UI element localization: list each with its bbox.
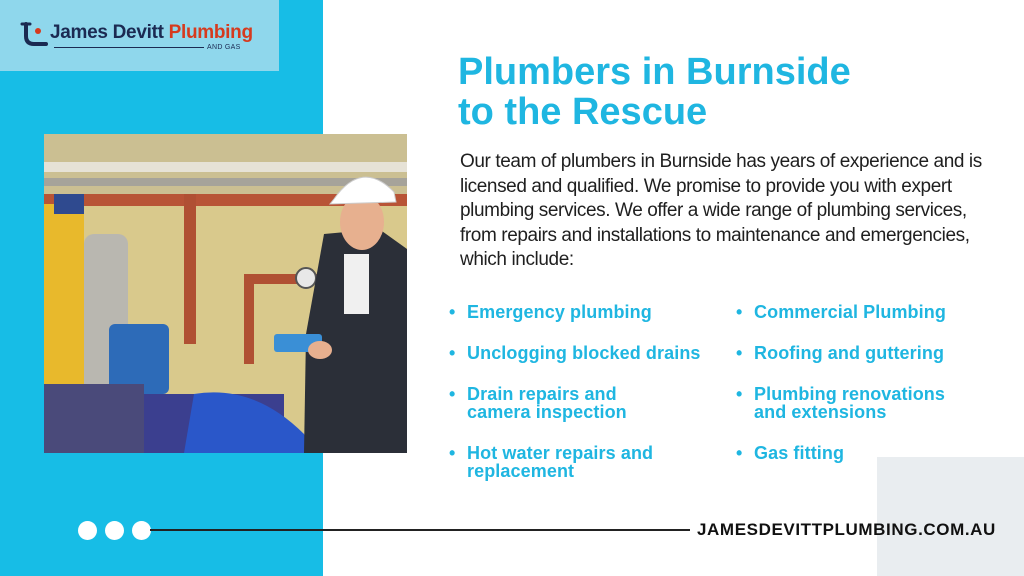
- service-item: [449, 303, 652, 321]
- intro-paragraph: Our team of plumbers in Burnside has years of experience and is licensed and qualified. We promise to provide you with expert plumbing services. We offer a wide range of plumbing services, from repairs and installations to maintenance and emergencies, which include:: [460, 151, 982, 270]
- service-item: [449, 344, 701, 362]
- service-line-1: Commercial Plumbing: [754, 302, 946, 322]
- service-item: [449, 385, 627, 421]
- slide-dots: [78, 521, 159, 540]
- dot-icon: [78, 521, 97, 540]
- service-label: [754, 344, 944, 362]
- bullet-icon: •: [736, 302, 743, 322]
- service-line-2: camera inspection: [467, 402, 627, 422]
- title-line-2: to the Rescue: [458, 91, 708, 133]
- bullet-icon: •: [449, 443, 456, 463]
- title-line-1: Plumbers in Burnside: [458, 51, 851, 93]
- brand-sub: AND GAS: [207, 44, 241, 51]
- plumber-illustration: [44, 134, 407, 453]
- brand-name-part2: Plumbing: [168, 22, 253, 43]
- bullet-icon: •: [736, 343, 743, 363]
- service-item: [736, 303, 946, 321]
- service-line-1: Plumbing renovations: [754, 384, 946, 404]
- logo-underline: [54, 47, 204, 49]
- bullet-icon: •: [736, 443, 743, 463]
- plumber-photo: [44, 134, 407, 453]
- service-line-2: replacement: [467, 461, 575, 481]
- service-label: [467, 344, 701, 362]
- brand-name-part1: James Devitt: [50, 22, 169, 43]
- dot-icon: [132, 521, 151, 540]
- service-label: [467, 385, 627, 421]
- service-line-1: Hot water repairs and: [467, 443, 654, 463]
- dot-icon: [105, 521, 124, 540]
- service-label: [467, 444, 653, 480]
- service-item: [449, 444, 653, 480]
- service-label: [467, 303, 652, 321]
- service-label: [754, 385, 945, 421]
- brand-name: [50, 22, 253, 44]
- service-item: [736, 385, 945, 421]
- service-item: [736, 344, 944, 362]
- bullet-icon: •: [449, 343, 456, 363]
- bullet-icon: •: [449, 384, 456, 404]
- corner-accent-box: [877, 457, 1024, 576]
- bullet-icon: •: [736, 384, 743, 404]
- footer-divider: [150, 529, 690, 531]
- pipe-logo-icon: [20, 22, 48, 48]
- service-label: [754, 444, 844, 462]
- bullet-icon: •: [449, 302, 456, 322]
- service-line-1: Gas fitting: [754, 443, 845, 463]
- service-line-1: Unclogging blocked drains: [467, 343, 701, 363]
- logo-box: [0, 0, 279, 71]
- service-item: [736, 444, 844, 462]
- page-title: [458, 52, 958, 132]
- service-line-2: and extensions: [754, 402, 887, 422]
- brand-logo[interactable]: [20, 22, 253, 51]
- service-line-1: Drain repairs and: [467, 384, 617, 404]
- website-link[interactable]: JAMESDEVITTPLUMBING.COM.AU: [697, 520, 996, 539]
- service-line-1: Emergency plumbing: [467, 302, 652, 322]
- service-line-1: Roofing and guttering: [754, 343, 945, 363]
- service-label: [754, 303, 946, 321]
